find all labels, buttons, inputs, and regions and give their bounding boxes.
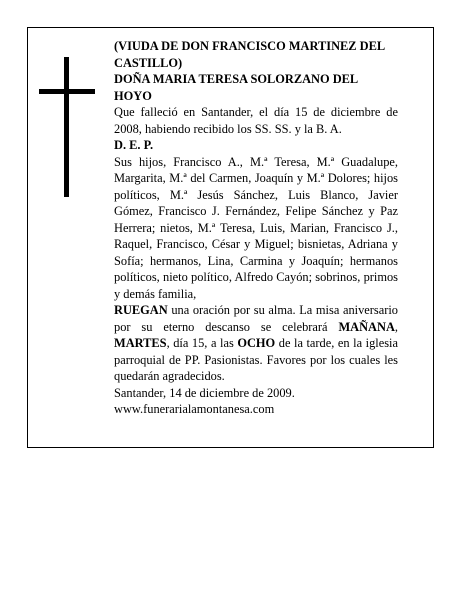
website-link[interactable]: www.funerarialamontanesa.com <box>114 402 275 416</box>
church-text: de la tarde, en la iglesia parroquial de PP. Pasionistas. Favores por los cuales les quedarán agradecidos. <box>114 336 398 383</box>
manana-word: MAÑANA <box>338 319 395 334</box>
martes-word: MARTES <box>114 336 167 350</box>
rip-line: D. E. P. <box>114 138 154 152</box>
widow-heading: (VIUDA DE DON FRANCISCO MARTINEZ DEL CASTILLO) <box>114 39 385 70</box>
ruegan-word: RUEGAN <box>114 303 168 317</box>
ruegan-text: una oración por su alma. La misa aniversario por su eterno descanso se celebrará <box>114 303 398 334</box>
deceased-name: DOÑA MARIA TERESA SOLORZANO DEL HOYO <box>114 72 358 103</box>
day-text: , día 15, a las <box>166 336 238 350</box>
obituary-text <box>114 38 398 418</box>
mass-announcement <box>114 302 398 385</box>
cross-horizontal-bar <box>39 89 95 94</box>
cross-vertical-bar <box>64 57 69 197</box>
death-statement: Que falleció en Santander, el día 15 de diciembre de 2008, habiendo recibido los SS. SS. y la B. A. <box>114 105 398 136</box>
family-list: Sus hijos, Francisco A., M.ª Teresa, M.ª Guadalupe, Margarita, M.ª del Carmen, Joaquín y M.ª Dolores; hijos políticos, M.ª Jesús Sánchez, Luis Blanco, Javier Gómez, Francisco J. Fernández, Felipe Sánchez y Paz Herrera; nietos, M.ª Teresa, Luis, Marian, Francisco J., Raquel, Francisco, César y Miguel; bisnietas, Adriana y Sofía; hermanos, Lina, Carmina y Joaquín; hermanos políticos, nieto político, Alfredo Cayón; sobrinos, primos y demás familia, <box>114 154 398 301</box>
ocho-word: OCHO <box>237 336 276 350</box>
date-line: Santander, 14 de diciembre de 2009. <box>114 385 295 400</box>
comma-separator: , <box>394 319 398 334</box>
cross-icon <box>39 57 95 197</box>
